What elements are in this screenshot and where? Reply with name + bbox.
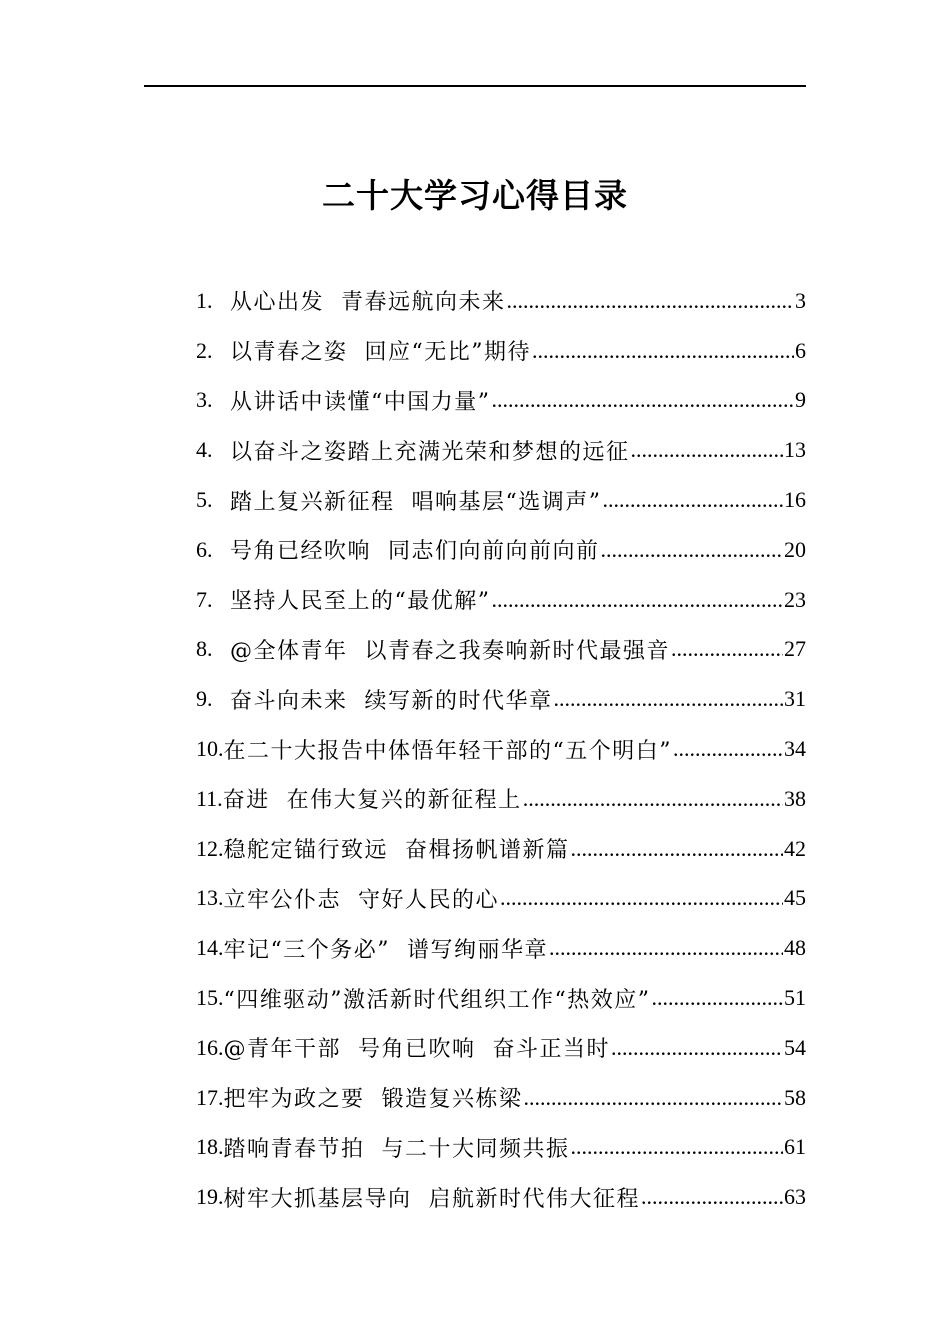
toc-leader-dots	[571, 836, 784, 862]
toc-leader-dots	[549, 935, 783, 961]
toc-entry[interactable]	[196, 724, 806, 774]
toc-entry-page: 13	[784, 437, 806, 463]
toc-entry-number: 6.	[196, 536, 213, 562]
toc-entry-page: 3	[795, 287, 806, 313]
toc-entry-number: 7.	[196, 586, 213, 612]
toc-entry[interactable]	[196, 1123, 806, 1173]
toc-entry-number: 9.	[196, 686, 213, 712]
toc-entry[interactable]	[196, 376, 806, 426]
toc-entry-number: 12.	[196, 835, 224, 861]
toc-entry[interactable]	[196, 525, 806, 575]
toc-entry-title: 稳舵定锚行致远 奋楫扬帆谱新篇	[223, 838, 570, 864]
toc-leader-dots	[641, 1184, 783, 1210]
toc-entry[interactable]	[196, 475, 806, 525]
toc-entry-page: 54	[784, 1034, 806, 1060]
toc-leader-dots	[601, 537, 784, 563]
toc-entry-title: @全体青年 以青春之我奏响新时代最强音	[230, 638, 670, 664]
toc-entry-number: 14.	[196, 935, 224, 961]
toc-entry-page: 6	[795, 337, 806, 363]
toc-leader-dots	[571, 1134, 784, 1160]
toc-entry-page: 38	[784, 785, 806, 811]
toc-entry-number: 19.	[196, 1184, 224, 1210]
toc-entry-page: 42	[784, 835, 806, 861]
toc-entry-title: 踏上复兴新征程 唱响基层“选调声”	[230, 489, 602, 515]
toc-leader-dots	[673, 736, 783, 762]
toc-entry[interactable]	[196, 1023, 806, 1073]
toc-entry-page: 31	[784, 686, 806, 712]
toc-entry[interactable]	[196, 326, 806, 376]
toc-entry[interactable]	[196, 425, 806, 475]
toc-entry-number: 13.	[196, 885, 224, 911]
toc-entry-number: 8.	[196, 636, 213, 662]
toc-entry-title: 从讲话中读懂“中国力量”	[230, 389, 491, 415]
toc-entry[interactable]	[196, 276, 806, 326]
toc-entry-page: 9	[795, 387, 806, 413]
toc-entry[interactable]	[196, 774, 806, 824]
toc-entry-title: “四维驱动”激活新时代组织工作“热效应”	[223, 987, 651, 1013]
toc-entry[interactable]	[196, 575, 806, 625]
toc-entry-number: 2.	[196, 337, 213, 363]
toc-entry-title: 号角已经吹响 同志们向前向前向前	[230, 539, 600, 565]
toc-entry-page: 27	[784, 636, 806, 662]
toc-entry[interactable]	[196, 1172, 806, 1222]
toc-entry[interactable]	[196, 824, 806, 874]
toc-leader-dots	[532, 338, 794, 364]
toc-entry[interactable]	[196, 1073, 806, 1123]
toc-leader-dots	[492, 387, 795, 413]
toc-entry-page: 48	[784, 935, 806, 961]
toc-entry-page: 61	[784, 1134, 806, 1160]
toc-entry-page: 23	[784, 586, 806, 612]
toc-entry-page: 58	[784, 1084, 806, 1110]
toc-entry-number: 16.	[196, 1034, 224, 1060]
toc-entry-number: 3.	[196, 387, 213, 413]
toc-leader-dots	[631, 437, 783, 463]
toc-entry-title: 从心出发 青春远航向未来	[230, 290, 506, 316]
toc-entry-number: 4.	[196, 437, 213, 463]
toc-entry-number: 5.	[196, 487, 213, 513]
toc-leader-dots	[611, 1035, 783, 1061]
toc-entry-page: 63	[784, 1184, 806, 1210]
toc-leader-dots	[602, 487, 783, 513]
header-rule	[144, 85, 806, 87]
toc-entry-page: 16	[784, 487, 806, 513]
toc-entry-page: 45	[784, 885, 806, 911]
toc-entry-number: 1.	[196, 287, 213, 313]
toc-leader-dots	[652, 985, 784, 1011]
toc-leader-dots	[554, 686, 784, 712]
toc-entry-number: 11.	[196, 785, 223, 811]
toc-entry[interactable]	[196, 923, 806, 973]
table-of-contents	[196, 276, 806, 1222]
toc-entry-number: 17.	[196, 1084, 224, 1110]
toc-entry-number: 10.	[196, 736, 224, 762]
toc-entry-title: 以青春之姿 回应“无比”期待	[230, 340, 531, 366]
toc-entry-page: 34	[784, 736, 806, 762]
toc-leader-dots	[492, 587, 784, 613]
toc-leader-dots	[524, 1085, 784, 1111]
toc-entry-title: 在二十大报告中体悟年轻干部的“五个明白”	[223, 738, 672, 764]
toc-entry[interactable]	[196, 674, 806, 724]
toc-entry-title: 以奋斗之姿踏上充满光荣和梦想的远征	[230, 439, 630, 465]
document-title: 二十大学习心得目录	[322, 176, 628, 215]
toc-leader-dots	[523, 786, 783, 812]
toc-entry-page: 51	[784, 985, 806, 1011]
toc-entry-title: 坚持人民至上的“最优解”	[230, 589, 491, 615]
toc-entry-title: 把牢为政之要 锻造复兴栋梁	[223, 1087, 523, 1113]
toc-entry[interactable]	[196, 973, 806, 1023]
toc-entry-title: 树牢大抓基层导向 启航新时代伟大征程	[223, 1186, 640, 1212]
toc-entry-title: 奋斗向未来 续写新的时代华章	[230, 688, 553, 714]
toc-entry-number: 18.	[196, 1134, 224, 1160]
toc-entry-title: 奋进 在伟大复兴的新征程上	[222, 788, 522, 814]
toc-entry[interactable]	[196, 625, 806, 675]
toc-leader-dots	[507, 288, 795, 314]
toc-entry-title: 立牢公仆志 守好人民的心	[223, 887, 499, 913]
toc-leader-dots	[500, 885, 783, 911]
toc-leader-dots	[671, 636, 783, 662]
toc-entry-title: @青年干部 号角已吹响 奋斗正当时	[223, 1037, 610, 1063]
toc-entry-title: 踏响青春节拍 与二十大同频共振	[223, 1136, 570, 1162]
toc-entry-number: 15.	[196, 985, 224, 1011]
toc-entry-page: 20	[784, 536, 806, 562]
toc-entry[interactable]	[196, 874, 806, 924]
toc-entry-title: 牢记“三个务必” 谱写绚丽华章	[223, 937, 548, 963]
